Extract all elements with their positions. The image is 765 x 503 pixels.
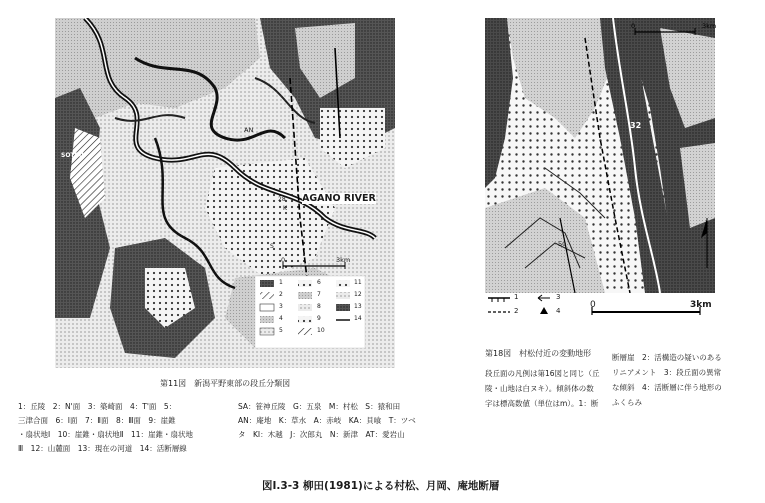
left-legend-line-2: 三津合面 6：Ⅰ面 7：Ⅱ面 8：Ⅲ面 9：崖錐 <box>18 416 176 425</box>
left-abbr-line-3: タ KI：木越 J：次郎丸 N：新津 AT：愛岩山 <box>238 430 405 439</box>
right-legend-col2-line4: ふくらみ <box>612 398 642 407</box>
right-top-scale-zero: 0 <box>631 22 636 30</box>
right-legend-4: 4 <box>556 307 561 315</box>
point-label-28: 28 <box>278 196 286 203</box>
right-legend-col1-line2: 陵・山地は白ヌキ）。傾斜体の数 <box>485 384 594 393</box>
right-legend-col2-line3: な傾斜 4：活断層に伴う地形の <box>612 383 722 392</box>
right-tectonic-map <box>485 18 715 293</box>
legend-num-12: 12 <box>354 291 362 298</box>
site-label-an: AN <box>244 126 254 134</box>
right-point-50: 50 <box>558 240 567 248</box>
legend-num-2: 2 <box>279 291 283 298</box>
left-scale-zero: 0 <box>281 256 286 264</box>
legend-num-10: 10 <box>317 327 325 334</box>
left-legend-line-4: Ⅲ 12：山麓面 13：現在の河道 14：活断層線 <box>18 444 187 453</box>
right-legend-col1-line1: 段丘面の凡例は第16図と同じ（丘 <box>485 369 600 378</box>
right-legend-2: 2 <box>514 307 519 315</box>
right-legend-col2-line2: リニアメント 3：段丘面の異常 <box>612 368 722 377</box>
side-label-sotsu: SOTSU <box>61 152 84 159</box>
right-legend-1: 1 <box>514 293 519 301</box>
site-label-s: S <box>270 243 274 250</box>
figure-title: 図I.3-3 柳田(1981)による村松、月岡、庵地断層 <box>262 480 500 492</box>
left-map-caption: 第11図 新潟平野東部の段丘分類図 <box>160 379 291 388</box>
site-label-k: K <box>283 205 287 212</box>
left-abbr-line-1: SA：笹神丘陵 G：五泉 M：村松 S：猿和田 <box>238 402 401 411</box>
right-scale-zero: 0 <box>590 300 596 310</box>
legend-num-13: 13 <box>354 303 362 310</box>
right-top-scale-max: 3km <box>702 22 717 30</box>
legend-num-1: 1 <box>279 279 283 286</box>
legend-num-11: 11 <box>354 279 362 286</box>
agano-river-label: AGANO RIVER <box>302 193 376 204</box>
right-legend-3: 3 <box>556 293 561 301</box>
legend-num-9: 9 <box>317 315 321 322</box>
left-legend-line-3: ・扇状地Ⅰ 10：崖錐・扇状地Ⅱ 11：崖錐・扇状地 <box>18 430 193 439</box>
left-scale-max: 3km <box>336 256 351 264</box>
right-legend-col1-line3: 字は標高数値（単位はm）。1：断 <box>485 399 599 408</box>
right-map-caption: 第18図 村松付近の変動地形 <box>485 349 592 358</box>
legend-num-14: 14 <box>354 315 362 322</box>
legend-num-3: 3 <box>279 303 283 310</box>
legend-num-7: 7 <box>317 291 321 298</box>
legend-num-5: 5 <box>279 327 283 334</box>
legend-num-6: 6 <box>317 279 321 286</box>
legend-num-8: 8 <box>317 303 321 310</box>
right-point-32: 32 <box>630 121 642 130</box>
right-legend-col2-line1: 断層崖 2：活構造の疑いのある <box>612 353 722 362</box>
left-legend-line-1: 1：丘陵 2：N'面 3：築崎面 4：T'面 5： <box>18 402 177 411</box>
right-scale-max: 3km <box>690 300 712 310</box>
left-abbr-line-2: AN：庵地 K：草水 A：赤岐 KA：貝喰 T：ツベ <box>238 416 416 425</box>
legend-num-4: 4 <box>279 315 283 322</box>
